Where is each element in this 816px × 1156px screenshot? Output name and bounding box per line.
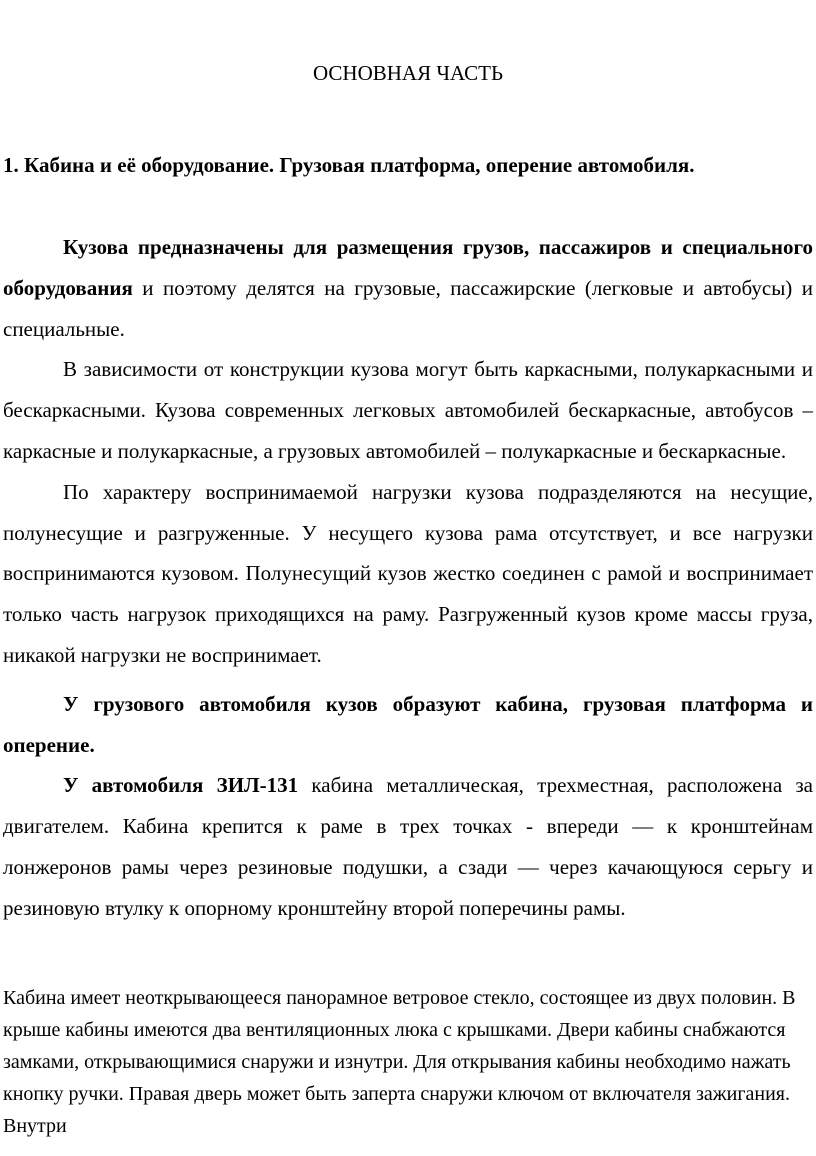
paragraph-6: Кабина имеет неоткрывающееся панорамное ветровое стекло, состоящее из двух половин. В крыше кабины имеются два вентиляционных люка с крышками. Двери кабины снабжаются замками, открывающимися снаружи и изнутри. Для открывания кабины необходимо нажать кнопку ручки. Правая дверь может быть заперта снаружи ключом от включателя зажигания. Внутри [3,987,796,1137]
paragraph-5-bold: У автомобиля ЗИЛ-131 [63,773,299,798]
paragraph-1 [3,227,813,349]
paragraph-5 [3,765,813,928]
page-heading: ОСНОВНАЯ ЧАСТЬ [312,61,503,85]
paragraph-1-bold: Кузова предназначены для размещения грузов, пассажиров и специального оборудования [3,235,813,300]
paragraph-5-text: кабина металлическая, трехместная, расположена за двигателем. Кабина крепится к раме в трех точках - впереди — к кронштейнам лонжеронов рамы через резиновые подушки, а сзади — через качающуюся серьгу и резиновую втулку к опорному кронштейну второй поперечины рамы. [3,773,813,920]
paragraph-3: По характеру воспринимаемой нагрузки кузова подразделяются на несущие, полунесущие и разгруженные. У несущего кузова рама отсутствует, и все нагрузки воспринимаются кузовом. Полунесущий кузов жестко соединен с рамой и воспринимает только часть нагрузок приходящихся на раму. Разгруженный кузов кроме массы груза, никакой нагрузки не воспринимает. [3,479,813,667]
body-text-continued [3,982,803,1142]
paragraph-2: В зависимости от конструкции кузова могут быть каркасными, полукаркасными и бескаркасными. Кузова современных легковых автомобилей бескаркасные, автобусов – каркасные и полукаркасные, а грузовых автомобилей – полукаркасные и бескаркасные. [3,357,813,463]
paragraph-1-text: и поэтому делятся на грузовые, пассажирские (легковые и автобусы) и специальные. [3,275,813,341]
section-title: 1. Кабина и её оборудование. Грузовая платформа, оперение автомобиля. [3,153,695,177]
body-text [3,227,813,929]
paragraph-4: У грузового автомобиля кузов образуют кабина, грузовая платформа и оперение. [3,691,813,757]
